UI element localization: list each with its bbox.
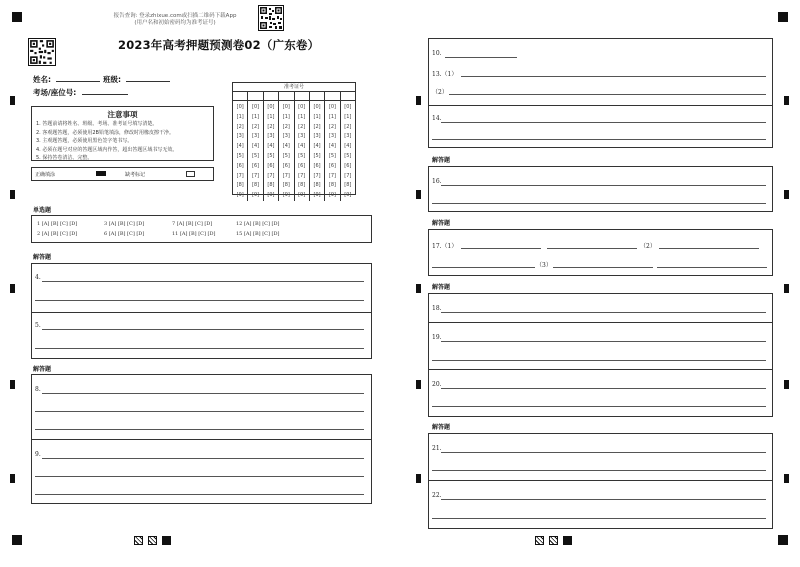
report-query-line: 报告查询: 登录zhixue.com或扫描二维码下载App: [113, 13, 237, 19]
admission-digit-bubble[interactable]: [9]: [344, 192, 352, 199]
answer-line[interactable]: [35, 348, 364, 349]
admission-digit-bubble[interactable]: [0]: [344, 104, 352, 110]
admission-digit-bubble[interactable]: [8]: [252, 182, 260, 189]
fill-legend: [31, 167, 214, 181]
single-choice-section-label: 单选题: [33, 207, 52, 214]
answer-line[interactable]: [35, 300, 364, 301]
admission-digit-bubble[interactable]: [1]: [236, 113, 244, 120]
answer-line[interactable]: [432, 139, 766, 140]
question-number: 16.: [432, 178, 442, 185]
admission-number-grid: [232, 82, 356, 199]
answer-line[interactable]: [432, 203, 766, 204]
timing-mark: [10, 474, 15, 483]
answer-line[interactable]: [35, 476, 364, 477]
answer-line[interactable]: [432, 406, 766, 407]
question-number: 8.: [35, 386, 41, 393]
admission-digit-bubble[interactable]: [0]: [298, 104, 306, 110]
timing-mark: [784, 96, 789, 105]
answer-line[interactable]: [441, 388, 766, 389]
mc-bubble-group[interactable]: 6 [A] [B] [C] [D]: [104, 231, 145, 237]
admission-digit-column: [341, 101, 355, 201]
admission-digit-bubble[interactable]: [2]: [236, 123, 244, 130]
corner-mark-top-left: [12, 12, 22, 22]
answer-section-label: 解答题: [432, 284, 451, 291]
admission-digit-bubble[interactable]: [6]: [267, 162, 275, 169]
admission-bubble-area: [233, 101, 355, 201]
box-divider: [429, 369, 772, 370]
admission-digit-bubble[interactable]: [7]: [313, 172, 321, 179]
admission-digit-bubble[interactable]: [9]: [282, 192, 290, 199]
mc-bubble-group[interactable]: 12 [A] [B] [C] [D]: [236, 221, 280, 227]
answer-line[interactable]: [432, 360, 766, 361]
answer-line[interactable]: [441, 185, 766, 186]
qr-code-icon: [28, 38, 56, 66]
timing-mark: [416, 284, 421, 293]
answer-line[interactable]: [35, 494, 364, 495]
admission-digit-bubble[interactable]: [1]: [267, 113, 275, 120]
admission-digit-bubble[interactable]: [9]: [313, 192, 321, 199]
admission-digit-bubble[interactable]: [5]: [252, 152, 260, 159]
answer-section-label: 解答题: [432, 220, 451, 227]
admission-digit-column: [248, 101, 263, 201]
admission-digit-bubble[interactable]: [0]: [328, 104, 336, 110]
admission-digit-bubble[interactable]: [5]: [267, 152, 275, 159]
mc-bubble-group[interactable]: 1 [A] [B] [C] [D]: [37, 221, 78, 227]
admission-digit-bubble[interactable]: [0]: [252, 104, 260, 110]
admission-digit-bubble[interactable]: [4]: [282, 143, 290, 150]
page-code-mark: [535, 536, 544, 545]
admission-digit-bubble[interactable]: [7]: [328, 172, 336, 179]
page-title: 2023年高考押题预测卷02（广东卷）: [118, 38, 320, 52]
question-number: （2）: [640, 243, 656, 250]
admission-digit-bubble[interactable]: [3]: [298, 133, 306, 140]
question-number: 21.: [432, 445, 442, 452]
admission-digit-bubble[interactable]: [0]: [282, 104, 290, 110]
admission-digit-bubble[interactable]: [8]: [282, 182, 290, 189]
missing-exam-checkbox[interactable]: [186, 171, 195, 177]
admission-digit-bubble[interactable]: [3]: [282, 133, 290, 140]
admission-digit-column: [233, 101, 248, 201]
notice-item: 2. 客观题答题，必须使用2B铅笔填涂，修改时用橡皮擦干净。: [36, 129, 174, 136]
page-code-mark: [549, 536, 558, 545]
admission-digit-bubble[interactable]: [5]: [313, 152, 321, 159]
answer-section-label: 解答题: [33, 254, 52, 261]
admission-digit-bubble[interactable]: [6]: [298, 162, 306, 169]
admission-digit-bubble[interactable]: [1]: [313, 113, 321, 120]
admission-digit-bubble[interactable]: [2]: [267, 123, 275, 130]
admission-digit-bubble[interactable]: [0]: [236, 104, 244, 110]
question-number: 10.: [432, 50, 442, 57]
question-number: 4.: [35, 274, 41, 281]
admission-digit-bubble[interactable]: [0]: [313, 104, 321, 110]
admission-digit-bubble[interactable]: [9]: [252, 192, 260, 199]
answer-line[interactable]: [432, 267, 535, 268]
answer-line[interactable]: [42, 281, 364, 282]
admission-digit-bubble[interactable]: [2]: [313, 123, 321, 130]
admission-digit-column: [310, 101, 325, 201]
answer-line[interactable]: [35, 411, 364, 412]
class-field-label: 班级:: [103, 75, 121, 84]
admission-digit-bubble[interactable]: [6]: [313, 162, 321, 169]
admission-digit-bubble[interactable]: [6]: [252, 162, 260, 169]
question-number: 17.（1）: [432, 243, 458, 250]
mc-bubble-group[interactable]: 3 [A] [B] [C] [D]: [104, 221, 145, 227]
notice-item: 3. 主观题答题，必须使用黑色签字笔书写。: [36, 138, 133, 144]
name-field-label: 姓名:: [33, 75, 51, 84]
question-number: 22.: [432, 492, 442, 499]
admission-digit-bubble[interactable]: [9]: [298, 192, 306, 199]
answer-section-label: 解答题: [432, 157, 451, 164]
corner-mark-top-right: [778, 12, 788, 22]
answer-section-label: 解答题: [33, 366, 52, 373]
timing-mark: [416, 190, 421, 199]
admission-digit-column: [279, 101, 294, 201]
question-number: 14.: [432, 115, 442, 122]
corner-mark-bottom-right: [778, 535, 788, 545]
answer-box-q8-q9: [31, 374, 372, 504]
admission-digit-bubble[interactable]: [5]: [282, 152, 290, 159]
answer-line[interactable]: [42, 458, 364, 459]
box-divider: [429, 105, 772, 106]
answer-line[interactable]: [441, 122, 766, 123]
timing-mark: [10, 284, 15, 293]
answer-box-q17: [428, 229, 773, 276]
missing-exam-label: 缺考标记: [125, 172, 146, 178]
admission-digit-bubble[interactable]: [4]: [344, 143, 352, 150]
question-number: 5.: [35, 322, 41, 329]
admission-digit-bubble[interactable]: [6]: [328, 162, 336, 169]
admission-digit-bubble[interactable]: [6]: [236, 162, 244, 169]
admission-digit-bubble[interactable]: [6]: [282, 162, 290, 169]
admission-digit-bubble[interactable]: [2]: [298, 123, 306, 130]
admission-digit-bubble[interactable]: [7]: [252, 172, 260, 179]
timing-mark: [416, 380, 421, 389]
timing-mark: [784, 474, 789, 483]
admission-digit-bubble[interactable]: [7]: [298, 172, 306, 179]
answer-line[interactable]: [432, 518, 766, 519]
admission-digit-bubble[interactable]: [5]: [236, 152, 244, 159]
admission-digit-bubble[interactable]: [5]: [298, 152, 306, 159]
question-number: 13.（1）: [432, 71, 458, 78]
room-seat-input[interactable]: [82, 87, 128, 95]
admission-digit-bubble[interactable]: [7]: [282, 172, 290, 179]
question-number: （3）: [536, 262, 552, 269]
answer-line[interactable]: [441, 341, 766, 342]
question-number: 20.: [432, 381, 442, 388]
question-number: 9.: [35, 451, 41, 458]
admission-digit-bubble[interactable]: [5]: [328, 152, 336, 159]
admission-digit-bubble[interactable]: [1]: [344, 113, 352, 120]
question-number: 19.: [432, 334, 442, 341]
answer-line[interactable]: [441, 312, 766, 313]
admission-digit-bubble[interactable]: [5]: [344, 152, 352, 159]
admission-digit-bubble[interactable]: [7]: [344, 172, 352, 179]
answer-line[interactable]: [553, 267, 653, 268]
admission-digit-bubble[interactable]: [9]: [328, 192, 336, 199]
page-code-mark: [563, 536, 572, 545]
admission-digit-bubble[interactable]: [1]: [252, 113, 260, 120]
admission-digit-bubble[interactable]: [4]: [267, 143, 275, 150]
answer-section-label: 解答题: [432, 424, 451, 431]
admission-digit-bubble[interactable]: [9]: [267, 192, 275, 199]
answer-line[interactable]: [449, 94, 766, 95]
box-divider: [429, 480, 772, 481]
admission-digit-bubble[interactable]: [2]: [344, 123, 352, 130]
timing-mark: [10, 190, 15, 199]
answer-line[interactable]: [547, 248, 637, 249]
admission-digit-bubble[interactable]: [8]: [298, 182, 306, 189]
mc-bubble-group[interactable]: 2 [A] [B] [C] [D]: [37, 231, 78, 237]
admission-digit-column: [325, 101, 340, 201]
notice-box: [31, 106, 214, 161]
answer-line[interactable]: [445, 57, 517, 58]
admission-digit-bubble[interactable]: [8]: [313, 182, 321, 189]
admission-digit-bubble[interactable]: [3]: [313, 133, 321, 140]
admission-digit-bubble[interactable]: [1]: [282, 113, 290, 120]
admission-digit-bubble[interactable]: [8]: [267, 182, 275, 189]
notice-item: 1. 答题前请将姓名、班级、考场、准考证号填写清楚。: [36, 121, 158, 127]
answer-line[interactable]: [461, 76, 766, 77]
answer-line[interactable]: [659, 248, 759, 249]
answer-box-q16: [428, 166, 773, 212]
name-input[interactable]: [56, 74, 100, 82]
admission-digit-bubble[interactable]: [7]: [267, 172, 275, 179]
answer-line[interactable]: [657, 267, 767, 268]
box-divider: [429, 322, 772, 323]
admission-digit-bubble[interactable]: [1]: [328, 113, 336, 120]
answer-line[interactable]: [35, 429, 364, 430]
timing-mark: [416, 474, 421, 483]
box-divider: [32, 439, 371, 440]
admission-digit-bubble[interactable]: [3]: [267, 133, 275, 140]
single-choice-box: [31, 215, 372, 243]
admission-digit-bubble[interactable]: [2]: [252, 123, 260, 130]
question-number: （2）: [432, 89, 448, 96]
admission-digit-bubble[interactable]: [3]: [252, 133, 260, 140]
admission-digit-bubble[interactable]: [9]: [236, 192, 244, 199]
admission-digit-bubble[interactable]: [4]: [298, 143, 306, 150]
answer-line[interactable]: [441, 499, 766, 500]
answer-box-q10-q14: [428, 38, 773, 148]
mc-bubble-group[interactable]: 11 [A] [B] [C] [D]: [172, 231, 216, 237]
answer-line[interactable]: [441, 452, 766, 453]
answer-line[interactable]: [42, 329, 364, 330]
admission-digit-bubble[interactable]: [8]: [328, 182, 336, 189]
qr-code-icon: [258, 5, 284, 31]
admission-digit-bubble[interactable]: [3]: [236, 133, 244, 140]
admission-digit-bubble[interactable]: [1]: [298, 113, 306, 120]
notice-item: 5. 保持答卷清洁、完整。: [36, 155, 93, 161]
box-divider: [32, 312, 371, 313]
admission-digit-bubble[interactable]: [4]: [252, 143, 260, 150]
admission-digit-bubble[interactable]: [2]: [328, 123, 336, 130]
mc-bubble-group[interactable]: 15 [A] [B] [C] [D]: [236, 231, 280, 237]
timing-mark: [10, 380, 15, 389]
admission-digit-column: [295, 101, 310, 201]
timing-mark: [784, 380, 789, 389]
admission-number-title: 准考证号: [233, 83, 355, 92]
admission-digit-bubble[interactable]: [3]: [344, 133, 352, 140]
admission-digit-bubble[interactable]: [4]: [313, 143, 321, 150]
answer-box-q18-q20: [428, 293, 773, 417]
notice-item: 4. 必须在题号对应的答题区域内作答，超出答题区域书写无效。: [36, 146, 178, 153]
timing-mark: [10, 96, 15, 105]
class-input[interactable]: [126, 74, 170, 82]
admission-digit-bubble[interactable]: [4]: [328, 143, 336, 150]
admission-digit-column: [264, 101, 279, 201]
timing-mark: [784, 284, 789, 293]
room-seat-field-label: 考场/座位号:: [33, 88, 77, 97]
page-code-mark: [134, 536, 143, 545]
answer-box-q21-q22: [428, 433, 773, 529]
answer-line[interactable]: [461, 248, 541, 249]
answer-line[interactable]: [432, 470, 766, 471]
admission-digit-bubble[interactable]: [7]: [236, 172, 244, 179]
admission-digit-bubble[interactable]: [6]: [344, 162, 352, 169]
admission-digit-bubble[interactable]: [8]: [344, 182, 352, 189]
question-number: 18.: [432, 305, 442, 312]
report-query-subline: (用户名和初始密码均为准考证号): [134, 20, 216, 26]
admission-digit-bubble[interactable]: [4]: [236, 143, 244, 150]
corner-mark-bottom-left: [12, 535, 22, 545]
notice-title: 注意事项: [107, 110, 138, 119]
admission-digit-bubble[interactable]: [3]: [328, 133, 336, 140]
correct-fill-label: 正确填涂: [35, 172, 56, 178]
admission-digit-bubble[interactable]: [0]: [267, 104, 275, 110]
admission-digit-bubble[interactable]: [8]: [236, 182, 244, 189]
correct-fill-sample: [96, 171, 106, 176]
admission-digit-bubble[interactable]: [2]: [282, 123, 290, 130]
answer-box-q4-q5: [31, 263, 372, 359]
admission-number-write-row[interactable]: [233, 92, 355, 101]
page-code-mark: [148, 536, 157, 545]
page-code-mark: [162, 536, 171, 545]
timing-mark: [416, 96, 421, 105]
timing-mark: [784, 190, 789, 199]
answer-line[interactable]: [42, 393, 364, 394]
mc-bubble-group[interactable]: 7 [A] [B] [C] [D]: [172, 221, 213, 227]
